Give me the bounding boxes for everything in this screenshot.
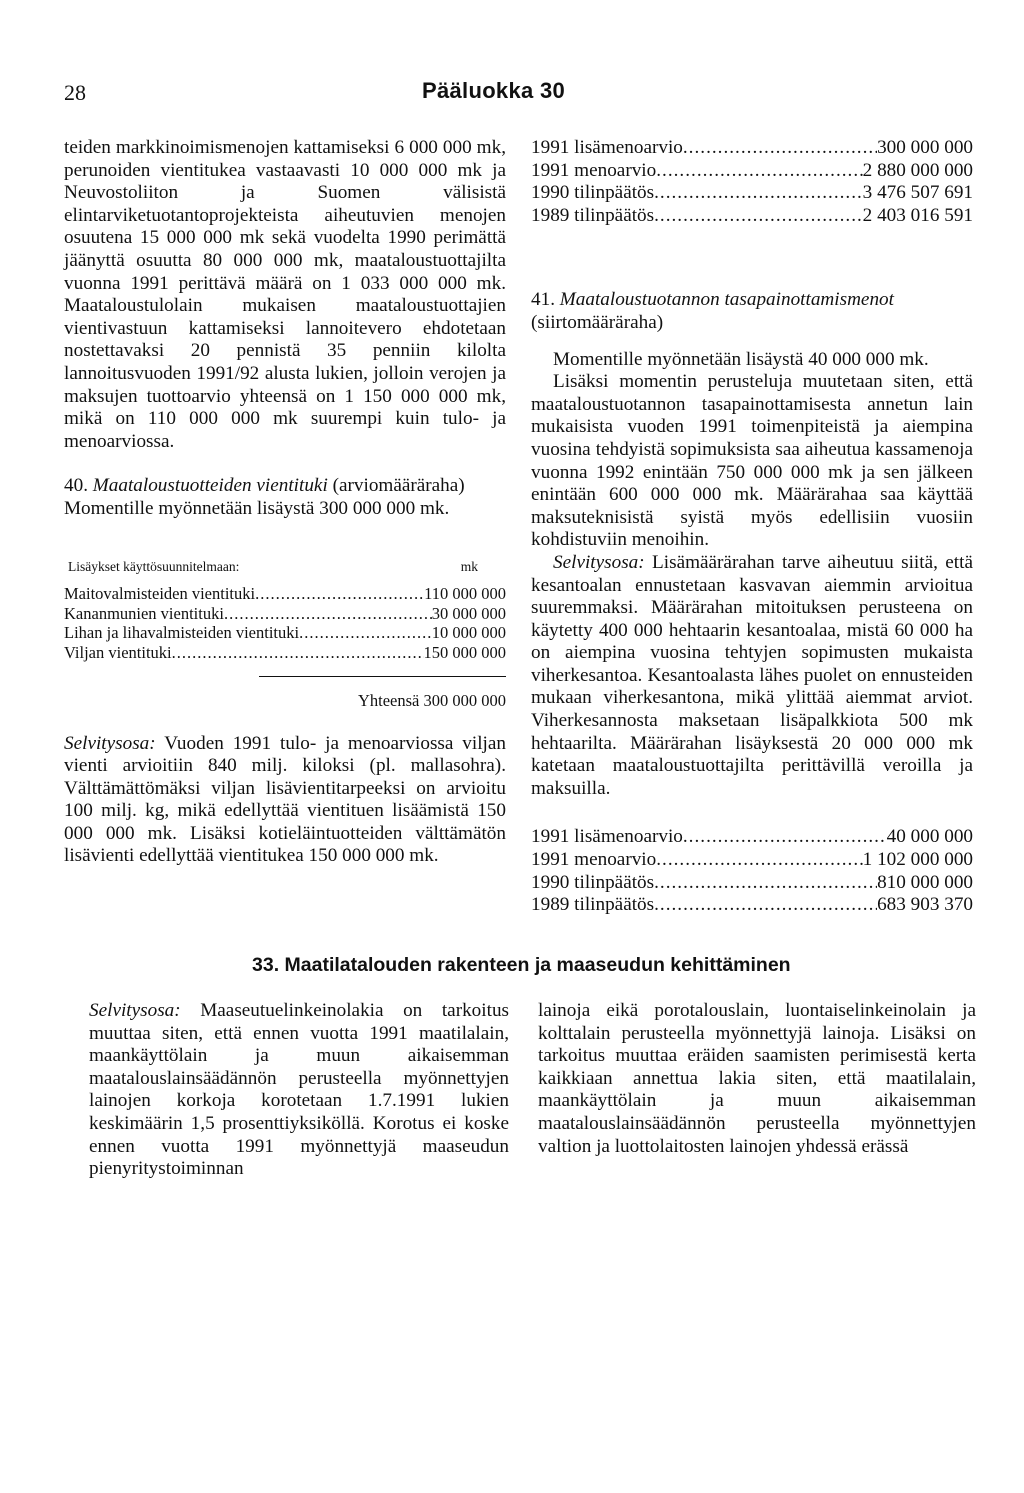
figure-label: 1989 tilinpäätös — [531, 204, 655, 226]
leader-dots — [656, 849, 862, 872]
figures-top — [531, 137, 973, 227]
figure-label: 1989 tilinpäätös — [531, 894, 655, 916]
item-40-text: Momentille myönnetään lisäystä 300 000 000 mk. — [64, 497, 450, 519]
item-41-title: Maataloustuotannon tasapainottamismenot — [559, 289, 894, 311]
item-40-heading — [64, 475, 506, 498]
figure-label: 1990 tilinpäätös — [531, 182, 655, 204]
leader-dots — [654, 182, 863, 205]
leader-dots — [654, 894, 877, 917]
figure-row — [531, 894, 973, 917]
table-row-amount: 150 000 000 — [423, 642, 506, 662]
leader-dots — [683, 826, 887, 849]
item-41-explanation — [531, 552, 973, 801]
item-40-number: 40. — [64, 475, 88, 497]
leader-dots — [224, 604, 432, 624]
leader-dots — [683, 137, 877, 160]
item-41-para-2: Lisäksi momentin perusteluja muutetaan siten, että maataloustuotannon tasapainottamisesta annetun lain mukaisista vuoden 1991 toimenpiteistä ja aiempina vuosina tehdyistä sopimuksista saa aiheutua kassamenoja vuonna 1992 enintään 750 000 000 mk ja sen jälkeen enintään 600 000 000 mk. Määrärahaa saa käyttää maksuteknisistä syistä myös edellisiin vuosiin kohdistuviin menoihin. — [531, 371, 973, 551]
item-41-para-1: Momentille myönnetään lisäystä 40 000 000 mk. — [553, 348, 929, 370]
item-41-heading — [531, 289, 973, 334]
table-row-label: Lihan ja lihavalmisteiden vientituki — [64, 623, 300, 642]
figure-amount: 1 102 000 000 — [862, 849, 973, 871]
table-header-label: Lisäykset käyttösuunnitelmaan: — [68, 558, 240, 574]
figure-amount: 3 476 507 691 — [862, 182, 973, 204]
total-label: Yhteensä — [357, 691, 420, 710]
explanation-text: Lisämäärärahan tarve aiheutuu siitä, että kesantoalan ennustetaan kasvavan aiemmin arvioitua suuremmaksi. Määrärahan mitoituksen perusteena on käytetty 400 000 hehtaarin kesantoalaa, mistä 60 000 ha on aiempina vuosina tehtyjen sopimusten mukaista viherkesantoa. Kesantoalasta lähes puolet on ennusteiden mukaan viherkesantona, mikä ylittää aiemmat arviot. Viherkesannosta maksetaan lisäpalkkiota 500 mk hehtaarilta. Määrärahan lisäyksestä 20 000 000 mk katetaan maataloustuottajilta perittävillä veroilla ja maksuilla. — [531, 551, 973, 799]
leader-dots — [654, 872, 877, 895]
table-header-unit: mk — [460, 558, 478, 574]
figure-row — [531, 182, 973, 205]
leader-dots — [255, 584, 424, 604]
total-amount: 300 000 000 — [423, 691, 506, 710]
item-40-type: (arviomääräraha) — [332, 475, 465, 497]
item-40-explanation — [64, 733, 506, 869]
table-total — [64, 691, 506, 711]
figure-row — [531, 849, 973, 872]
section-33-left-column — [89, 1000, 509, 1181]
figure-label: 1991 lisämenoarvio — [531, 137, 683, 158]
additions-table — [64, 557, 506, 711]
table-row — [64, 643, 506, 663]
leader-dots — [656, 160, 862, 183]
section-33-right-text: lainoja eikä porotalouslain, luontaiselinkeinolain ja kolttalain perusteella myönnettyjä lainoja. Lisäksi on tarkoitus muuttaa eräiden saamisten perimisestä kerta kaikkiaan annettua lakia siten, että maatilalain, maankäyttölain ja muun aikaisemman maatalouslainsäädännön perusteella myönnettyjen valtion ja luottolaitosten lainojen yhdessä erässä — [538, 1000, 976, 1157]
figure-row — [531, 872, 973, 895]
figure-row — [531, 826, 973, 849]
figure-amount: 2 880 000 000 — [862, 159, 973, 181]
figures-bottom — [531, 826, 973, 916]
leader-dots — [299, 623, 432, 643]
figure-row — [531, 205, 973, 228]
figure-amount: 683 903 370 — [877, 894, 973, 916]
leader-dots — [654, 205, 863, 228]
table-row-amount: 30 000 000 — [431, 603, 506, 623]
section-33-right-column — [538, 1000, 976, 1158]
left-column — [64, 137, 506, 868]
page-number: 28 — [64, 80, 86, 105]
table-row-amount: 10 000 000 — [431, 623, 506, 642]
leader-dots — [172, 643, 424, 663]
item-41-type: (siirtomääräraha) — [531, 311, 664, 333]
table-row — [64, 604, 506, 624]
figure-label: 1990 tilinpäätös — [531, 871, 655, 893]
section-33-left-text — [89, 1000, 509, 1181]
explanation-label: Selvitysosa: — [89, 1000, 181, 1021]
right-column — [531, 137, 973, 917]
section-33-title: 33. Maatilatalouden rakenteen ja maaseudun kehittäminen — [252, 954, 791, 976]
section-33-left-body: Maaseutuelinkeinolakia on tarkoitus muuttaa siten, että ennen vuotta 1991 maatilalain, maankäyttölain ja muun aikaisemman maatalouslainsäädännön perusteella myönnettyjen lainojen korkoja korotetaan 1.7.1991 lukien keskimäärin 1,5 prosenttiyksiköllä. Korotus ei koske ennen vuotta 1991 myönnettyjä maaseudun pienyritystoiminnan — [89, 1000, 509, 1180]
figure-amount: 300 000 000 — [877, 137, 973, 158]
table-row — [64, 623, 506, 643]
table-header — [64, 557, 506, 577]
table-row-label: Kananmunien vientituki — [64, 603, 224, 623]
figure-row — [531, 137, 973, 160]
figure-amount: 2 403 016 591 — [862, 204, 973, 226]
table-row-amount: 110 000 000 — [424, 584, 506, 603]
explanation-text: Vuoden 1991 tulo- ja menoarviossa viljan vienti arvioitiin 840 milj. kiloksi (pl. mallasohra). Välttämättömäksi viljan lisävientitarpeeksi on arvioitu 100 milj. kg, mikä edellyttää vientituen lisäämistä 150 000 000 mk. Lisäksi kotieläintuotteiden välttämätön lisävienti edellyttää vientitukea 150 000 000 mk. — [64, 732, 506, 867]
figure-label: 1991 lisämenoarvio — [531, 826, 683, 848]
explanation-label: Selvitysosa: — [64, 732, 156, 754]
figure-row — [531, 160, 973, 183]
total-rule — [259, 676, 506, 677]
figure-amount: 810 000 000 — [877, 871, 973, 893]
table-row-label: Viljan vientituki — [64, 642, 172, 662]
explanation-label: Selvitysosa: — [553, 551, 645, 573]
page-header-title: Pääluokka 30 — [422, 78, 566, 103]
table-row-label: Maitovalmisteiden vientituki — [64, 584, 256, 603]
left-paragraph-1: teiden markkinoimismenojen kattamiseksi 6 000 000 mk, perunoiden vientitukea vastaavasti 10 000 000 mk ja Neuvostoliiton ja Suomen välisistä elintarviketuotantoprojekteista aiheutuvien menojen osuutena 15 000 000 mk sekä vuodelta 1990 perimättä jäänyttä osuutta 80 000 000 mk, maataloustuottajilta vuonna 1991 perittävä määrä on 1 033 000 000 mk. Maataloustulolain mukaisen maataloustuottajien vientivastuun kattamiseksi lannoitevero ehdotetaan nostettavaksi 20 pennistä 35 penniin kilolta lannoitusvuoden 1991/92 alusta lukien, jolloin verojen ja maksujen tuottoarvio yhteensä on 1 150 000 000 mk, mikä on 110 000 000 mk suurempi kuin tulo- ja menoarviossa. — [64, 137, 506, 452]
figure-amount: 40 000 000 — [886, 826, 973, 848]
figure-label: 1991 menoarvio — [531, 159, 657, 181]
table-row — [64, 584, 506, 604]
figure-label: 1991 menoarvio — [531, 849, 657, 871]
item-40-title: Maataloustuotteiden vientituki — [92, 475, 328, 497]
item-41-number: 41. — [531, 289, 555, 311]
